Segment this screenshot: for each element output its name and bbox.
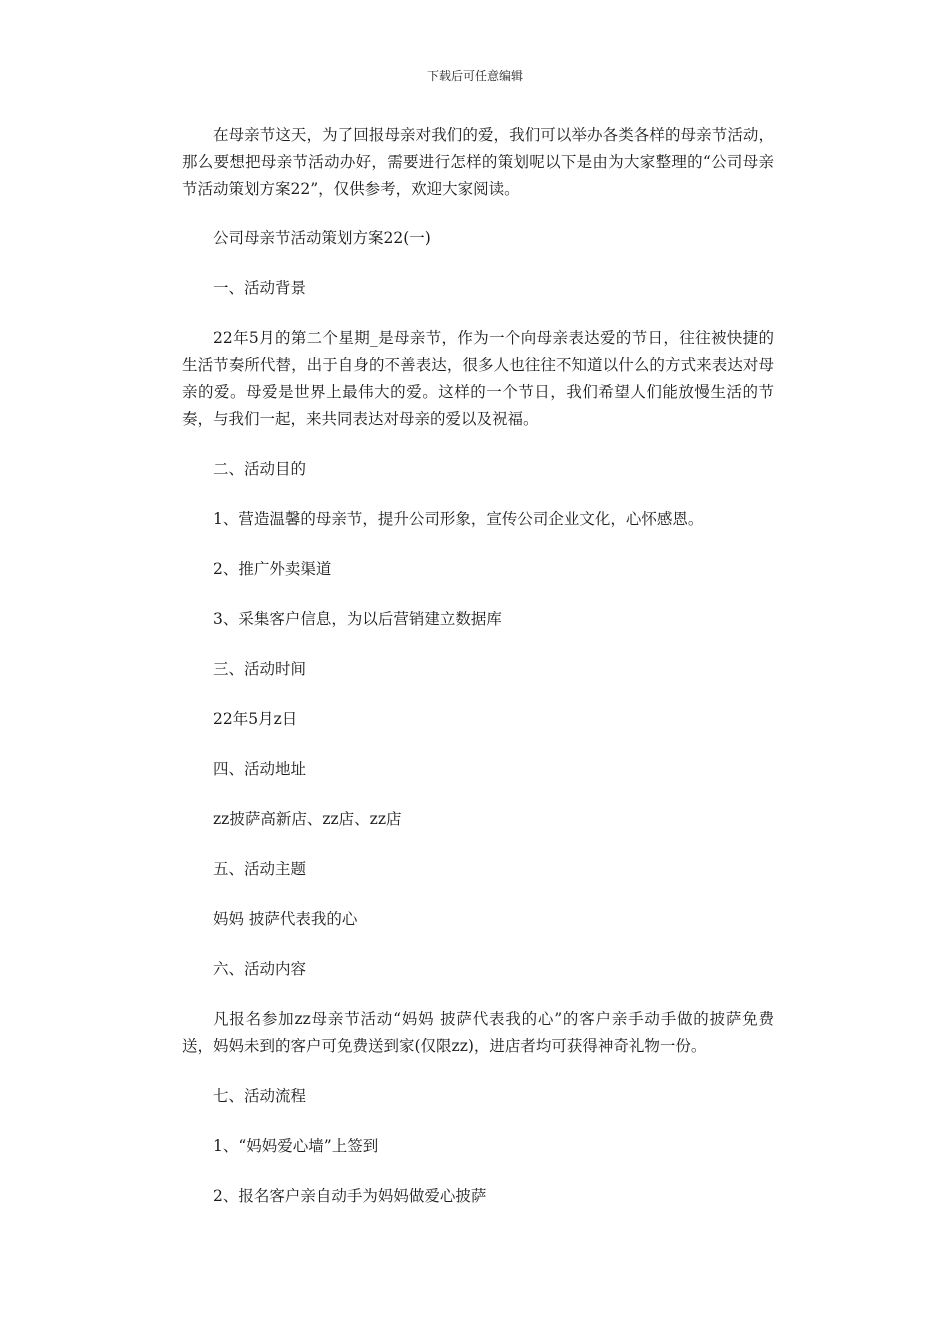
content-paragraph: 凡报名参加zz母亲节活动“妈妈 披萨代表我的心”的客户亲手动手做的披萨免费送，妈妈未到的客户可免费送到家(仅限zz)，进店者均可获得神奇礼物一份。 (182, 1010, 774, 1055)
purpose-item-1: 1、营造温馨的母亲节，提升公司形象，宣传公司企业文化，心怀感恩。 (213, 510, 704, 528)
intro-paragraph: 在母亲节这天，为了回报母亲对我们的爱，我们可以举办各类各样的母亲节活动，那么要想把母亲节活动办好，需要进行怎样的策划呢以下是由为大家整理的“公司母亲节活动策划方案22”，仅供参考，欢迎大家阅读。 (182, 126, 774, 198)
section-heading-content: 六、活动内容 (213, 960, 307, 978)
event-date: 22年5月z日 (213, 710, 298, 728)
purpose-item-2: 2、推广外卖渠道 (213, 560, 332, 578)
page-header: 下载后可任意编辑 (426, 69, 523, 83)
section-heading-theme: 五、活动主题 (213, 860, 307, 878)
section-heading-background: 一、活动背景 (213, 279, 307, 297)
purpose-item-3: 3、采集客户信息，为以后营销建立数据库 (213, 610, 502, 628)
section-heading-location: 四、活动地址 (213, 760, 307, 778)
background-paragraph: 22年5月的第二个星期_是母亲节，作为一个向母亲表达爱的节日，往往被快捷的生活节奏所代替，出于自身的不善表达，很多人也往往不知道以什么的方式来表达对母亲的爱。母爱是世界上最伟大的爱。这样的一个节日，我们希望人们能放慢生活的节奏，与我们一起，来共同表达对母亲的爱以及祝福。 (182, 329, 774, 428)
section-heading-purpose: 二、活动目的 (213, 460, 307, 478)
process-item-1: 1、“妈妈爱心墙”上签到 (213, 1137, 379, 1155)
document-title: 公司母亲节活动策划方案22(一) (213, 229, 431, 247)
document-body (182, 122, 774, 1233)
section-heading-process: 七、活动流程 (213, 1087, 307, 1105)
section-heading-time: 三、活动时间 (213, 660, 307, 678)
process-item-2: 2、报名客户亲自动手为妈妈做爱心披萨 (213, 1187, 487, 1205)
event-locations: zz披萨高新店、zz店、zz店 (213, 810, 402, 828)
event-theme: 妈妈 披萨代表我的心 (213, 910, 358, 928)
